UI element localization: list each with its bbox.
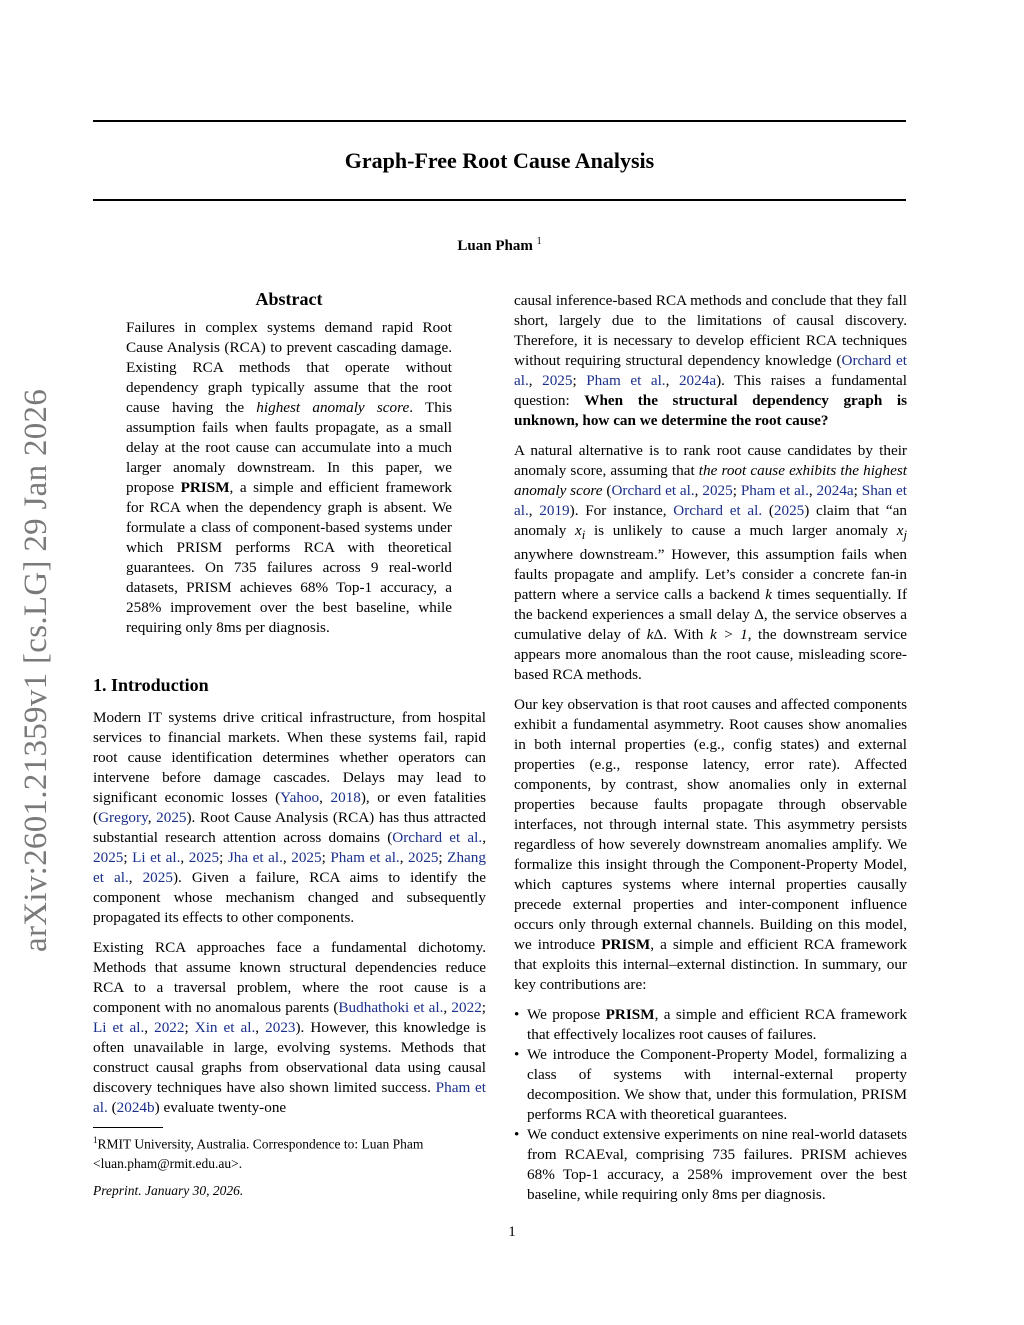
left-column	[93, 708, 486, 1128]
citation-link[interactable]: 2025	[188, 849, 220, 866]
text: Existing RCA approaches face a fundamental dichotomy. Methods that assume known structural dependencies reduce RCA to a traversal problem, where the root cause is a component with no anomalous parents (	[93, 939, 486, 1016]
text: anywhere downstream.” However, this assumption fails when faults propagate and amplify. Let’s consider a concrete fan-in pattern where a service calls a backend	[514, 546, 907, 604]
citation-link[interactable]: 2019	[539, 502, 570, 519]
abstract-text: . This assumption fails when faults propagate, as a small delay at the root cause can accumulate into a much larger anomaly downstream. In this paper, we propose	[126, 399, 452, 496]
text: (	[602, 482, 612, 499]
citation-link[interactable]: 2025	[542, 372, 573, 389]
abstract-prism: PRISM	[180, 479, 230, 496]
text: ). However, this knowledge is often unavailable in large, evolving systems. Methods that construct causal graphs from observational data using causal discovery techniques have also shown limited success.	[93, 1019, 487, 1096]
contributions-list	[514, 1005, 907, 1205]
text: ,	[282, 849, 292, 866]
text: ,	[694, 482, 703, 499]
text: ). Root Cause Analysis (RCA) has thus attracted substantial research attention across domains (	[93, 809, 486, 846]
math-subscript: i	[581, 528, 586, 543]
citation-link[interactable]: Gregory	[98, 809, 148, 826]
text: ). Given a failure, RCA aims to identify the component whose mechanism changed and subsequently propagated its effects to other components.	[93, 869, 486, 926]
text: , a simple and efficient RCA framework that effectively localizes root causes of failures.	[527, 1006, 907, 1044]
text: ;	[481, 999, 487, 1016]
citation-link[interactable]: Pham et al.	[93, 1079, 486, 1116]
prism-name: PRISM	[601, 936, 651, 954]
text: causal inference-based RCA methods and conclude that they fall short, largely due to the limitations of causal discovery. Therefore, it is necessary to develop efficient RCA techniques without requiring structural dependency knowledge (	[514, 292, 907, 369]
intro-paragraph-4	[514, 441, 907, 685]
text: ,	[319, 789, 331, 806]
citation-link[interactable]: Budhathoki et al.	[338, 999, 444, 1016]
title-bottom-rule	[93, 199, 906, 201]
emphasis: the root cause exhibits the highest anomaly score	[514, 462, 907, 499]
text: Δ. With	[653, 626, 710, 644]
abstract-emphasis: highest anomaly score	[256, 399, 410, 416]
text: ,	[482, 829, 486, 846]
text: Modern IT systems drive critical infrastructure, from hospital services to financial markets. When these systems fail, rapid root cause identification determines whether operators can intervene before damage cascades. Delays may lead to significant economic losses (	[93, 709, 486, 806]
citation-link[interactable]: Orchard et al.	[392, 829, 483, 846]
math-var: k	[646, 626, 654, 644]
citation-link[interactable]: 2025	[773, 502, 805, 519]
author-name: Luan Pham	[457, 238, 533, 254]
citation-link[interactable]: Orchard et al.	[673, 502, 763, 519]
citation-link[interactable]: Jha et al.	[227, 849, 283, 866]
text: Our key observation is that root causes and affected components exhibit a fundamental asymmetry. Root causes show anomalies in both internal properties (e.g., config states) and external properties (e.g., response latency, error rate). Affected components, by contrast, show anomalies only in external properties because faults propagate through observable interfaces, not through internal state. This asymmetry persists regardless of how severely downstream anomalies amplify. We formalize this insight through the Component-Property Model, which captures systems where internal properties causally precede external properties and inter-component influence occurs only through external channels. Building on this model, we introduce	[514, 696, 907, 954]
text: ), or even fatalities (	[93, 789, 487, 826]
text: , a simple and efficient RCA framework that exploits this internal–external distinction. In summary, our key contributions are:	[514, 936, 908, 994]
text: ;	[219, 849, 228, 866]
citation-link[interactable]: 2025	[291, 849, 322, 866]
text: ;	[321, 849, 331, 866]
author-affiliation-mark: 1	[536, 236, 542, 247]
text: ,	[528, 372, 543, 389]
intro-paragraph-1	[93, 708, 486, 928]
citation-link[interactable]: 2024b	[116, 1099, 155, 1116]
text: ,	[808, 482, 817, 499]
citation-link[interactable]: Yahoo	[280, 789, 320, 806]
text: ) evaluate twenty-one	[154, 1099, 287, 1116]
math-var: x	[896, 522, 904, 539]
abstract-body	[126, 318, 452, 638]
text: We conduct extensive experiments on nine real-world datasets from RCAEval, comprising 735 failures. PRISM achieves 68% Top-1 accuracy, a 258% improvement over the best baseline, while requiring only 8ms per diagnosis.	[527, 1126, 907, 1204]
text: (	[107, 1099, 117, 1116]
citation-link[interactable]: 2025	[142, 869, 173, 886]
citation-link[interactable]: Li et al.	[132, 849, 181, 866]
citation-link[interactable]: Pham et al.	[330, 849, 400, 866]
text: ,	[399, 849, 409, 866]
abstract-heading: Abstract	[255, 289, 323, 309]
intro-paragraph-2	[93, 938, 486, 1118]
text: ,	[147, 809, 157, 826]
research-question: When the structural dependency graph is unknown, how can we determine the root cause?	[514, 392, 908, 429]
text: ;	[732, 482, 741, 499]
text: We introduce the Component-Property Model, formalizing a class of systems with internal-external property decomposition. We show that, under this formulation, PRISM performs RCA with theoretical guarantees.	[527, 1046, 907, 1124]
text: ) claim that “an anomaly	[514, 502, 907, 539]
citation-link[interactable]: Shan et al.	[514, 482, 907, 519]
citation-link[interactable]: Xin et al.	[194, 1019, 256, 1036]
list-item	[514, 1005, 907, 1045]
intro-paragraph-3	[514, 291, 907, 431]
abstract-text: Failures in complex systems demand rapid Root Cause Analysis (RCA) to prevent cascading damage. Existing RCA methods that operate without dependency graph typically assume that the root cause having the	[126, 319, 452, 416]
text: ). For instance,	[569, 502, 674, 519]
math-subscript: j	[903, 528, 908, 543]
list-item	[514, 1045, 907, 1125]
citation-link[interactable]: Pham et al.	[586, 372, 666, 389]
citation-link[interactable]: 2018	[330, 789, 361, 806]
paper-title: Graph-Free Root Cause Analysis	[344, 148, 655, 173]
title-top-rule	[93, 120, 906, 122]
citation-link[interactable]: 2022	[451, 999, 482, 1016]
citation-link[interactable]: 2025	[408, 849, 439, 866]
text: ;	[184, 1019, 195, 1036]
footnote-mark: 1	[93, 1135, 98, 1145]
text: ,	[443, 999, 452, 1016]
citation-link[interactable]: 2025	[156, 809, 187, 826]
text: ;	[572, 372, 587, 389]
citation-link[interactable]: 2025	[702, 482, 733, 499]
text: (	[762, 502, 774, 519]
abstract-text: , a simple and efficient framework for RCA when the dependency graph is absent. We formulate a class of component-based systems under which PRISM performs RCA with theoretical guarantees. On 735 failures across 9 real-world datasets, PRISM achieves 68% Top-1 accuracy, a 258% improvement over the best baseline, while requiring only 8ms per diagnosis.	[126, 479, 453, 636]
right-column	[514, 291, 907, 1205]
section-heading-introduction: 1. Introduction	[93, 675, 209, 695]
citation-link[interactable]: 2022	[154, 1019, 185, 1036]
citation-link[interactable]: Pham et al.	[740, 482, 809, 499]
citation-link[interactable]: 2024a	[678, 372, 717, 389]
citation-link[interactable]: Orchard et al.	[611, 482, 695, 499]
preprint-note: Preprint. January 30, 2026.	[93, 1183, 244, 1198]
page-number: 1	[508, 1224, 516, 1240]
text: A natural alternative is to rank root cause candidates by their anomaly score, assuming that	[514, 442, 907, 479]
affiliation-footnote	[93, 1131, 486, 1173]
text: ,	[528, 502, 540, 519]
citation-link[interactable]: 2024a	[816, 482, 854, 499]
text: , the downstream service appears more anomalous than the root cause, misleading score-based RCA methods.	[514, 626, 907, 684]
text: ). This raises a fundamental question:	[514, 372, 907, 409]
text: ;	[853, 482, 862, 499]
text: times sequentially. If the backend experiences a small delay Δ, the service observes a cumulative delay of	[514, 586, 908, 644]
prism-name: PRISM	[605, 1006, 655, 1024]
text: ,	[128, 869, 143, 886]
arxiv-identifier: arXiv:2601.21359v1 [cs.LG] 29 Jan 2026	[18, 388, 54, 952]
author-line	[93, 236, 906, 255]
text: We propose	[527, 1006, 606, 1024]
math-var: k	[765, 586, 772, 604]
citation-link[interactable]: 2023	[265, 1019, 296, 1036]
text: is unlikely to cause a much larger anomaly	[585, 522, 897, 539]
text: ,	[180, 849, 189, 866]
math-expression: k > 1	[709, 626, 748, 644]
citation-link[interactable]: Li et al.	[93, 1019, 145, 1036]
text: ,	[144, 1019, 155, 1036]
text: ,	[255, 1019, 266, 1036]
footnote-rule	[93, 1127, 163, 1128]
citation-link[interactable]: 2025	[93, 849, 124, 866]
citation-link[interactable]: Orchard et al.	[514, 352, 907, 389]
footnote-text: RMIT University, Australia. Correspondence to: Luan Pham <luan.pham@rmit.edu.au>.	[93, 1136, 424, 1171]
text: ;	[438, 849, 448, 866]
list-item	[514, 1125, 907, 1205]
citation-link[interactable]: Zhang et al.	[93, 849, 486, 886]
math-var: x	[574, 522, 582, 539]
text: ,	[665, 372, 679, 389]
text: ;	[123, 849, 133, 866]
intro-paragraph-5	[514, 695, 907, 995]
